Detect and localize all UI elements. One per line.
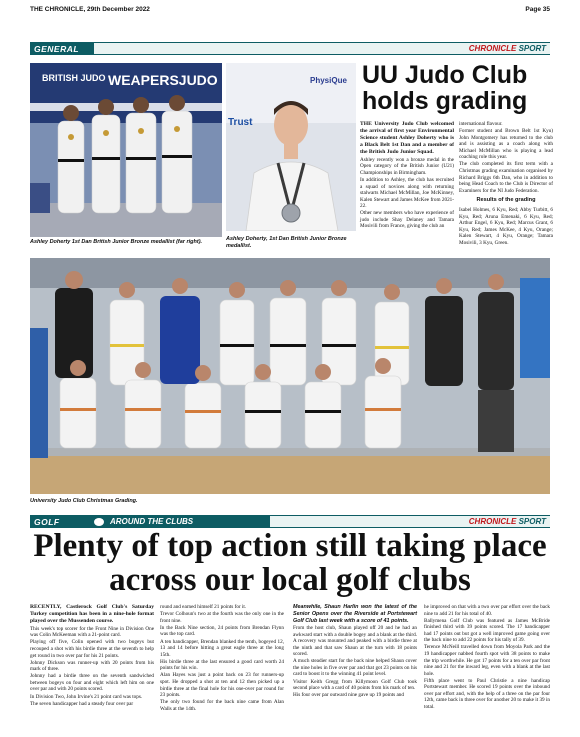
judo-headline: UU Judo Club holds grading	[362, 61, 528, 116]
paragraph: Other new members who have experience of judo include Shay Delaney and Tamara Mosivili from France, giving the club an	[360, 210, 454, 230]
sponsor-text: PhysiQue	[310, 76, 347, 85]
medallist-photo	[226, 63, 356, 231]
paragraph: The only two found for the back nine came from Alan Walls at the 14th.	[160, 699, 284, 712]
general-section-bar	[30, 42, 550, 55]
medallist-caption: Ashley Doherty, 1st Dan British Junior Bronze medallist.	[226, 236, 347, 249]
golf-column-3	[293, 604, 417, 699]
sponsor-text-2: Trust	[228, 117, 253, 128]
group-photo-art	[30, 258, 550, 494]
podium-photo	[30, 63, 222, 237]
golf-column-2	[160, 604, 284, 713]
golf-subhead: Meanwhile, Shaun Harlin won the latest of the Senior Opens over the Riverside at Portstewart Golf Club last week with a score of 41 points.	[293, 604, 417, 624]
paragraph: His birdie three at the last ensured a good card worth 24 points for his win.	[160, 658, 284, 672]
section-label: GOLF	[34, 517, 60, 527]
paragraph: round and earned himself 21 points for it.	[160, 604, 247, 610]
golf-column-1	[30, 604, 154, 708]
page-number: Page 35	[525, 6, 550, 13]
section-label: GENERAL	[34, 44, 80, 54]
golf-ball-icon	[94, 518, 104, 526]
paragraph: international flavour.	[459, 121, 503, 127]
podium-photo-art	[30, 63, 222, 237]
paragraph: In Division Two, John Irvine's 21 point card was tops.	[30, 693, 143, 700]
paragraph: In addition to Ashley, the club has recruited a squad of novices along with returning stalwarts Michael McMillan, Joe McKinney, Kalen Stewart and James McKee from 2021-22.	[360, 177, 454, 210]
medallist-photo-art	[226, 63, 356, 231]
paragraph: Trevor Colhoun's two at the fourth was the only one in the front nine.	[160, 611, 284, 624]
golf-column-4	[424, 604, 550, 711]
paragraph: In the Back Nine section, 24 points from Brendan Flynn was the top card.	[160, 624, 284, 638]
paragraph: The club completed its first term with a Christmas grading examination organised by Richard Briggs 6th Dan, who in addition to being Head Coach to the Club is Director of Examiners for the NI Judo Federation.	[459, 161, 553, 194]
paragraph: Johnny had a birdie three on the seventh sandwiched between bogeys on four and eight which left him on one over par and with 20 points scored.	[30, 673, 154, 693]
paragraph: This week's top scorer for the Front Nine in Division One was Colin McKeeman with a 21-point card.	[30, 625, 154, 639]
newspaper-date: THE CHRONICLE, 29th December 2022	[30, 6, 150, 13]
paragraph: A much steadier start for the back nine helped Shaun cover the nine holes in five over par and that got 23 points on his card to boost it to the winning 41 point level.	[293, 658, 417, 678]
judo-lead: THE University Judo Club welcomed the arrival of first year Environmental Science student Ashley Doherty who is a Black Belt 1st Dan and a member of the British Judo Junior Squad.	[360, 121, 454, 156]
golf-section-bar	[30, 515, 550, 528]
group-caption: University Judo Club Christmas Grading.	[30, 498, 138, 504]
paragraph: From the host club, Shaun played off 20 and he had an awkward start with a double bogey and a blank at the third. A recovery was mounted and peaked with a birdie three at the ninth and that saw Shaun at the turn with 18 points scored.	[293, 624, 417, 658]
paragraph: Visitor Keith Gregg from Killymoon Golf Club took second place with a card of 40 points from his mark of ten.	[293, 678, 417, 692]
chronicle-sport-logo: CHRONICLE SPORT	[468, 517, 546, 526]
paragraph: His four over par outward nine gave up 19 points and	[293, 692, 404, 699]
group-photo	[30, 258, 550, 494]
chronicle-sport-logo: CHRONICLE SPORT	[468, 44, 546, 53]
paragraph: A ten handicapper, Brendan blanked the tenth, bogeyed 12, 13 and 14 before hitting a great eagle three at the long 15th.	[160, 638, 284, 658]
golf-headline: Plenty of top action still taking place across our local golf clubs	[33, 528, 547, 598]
paragraph: Alan Hayes was just a point back on 23 for runners-up spot. He dropped a shot at ten and 12 then picked up a birdie three at the final hole for his one-over par round for 23 points.	[160, 672, 284, 699]
paragraph: Terence McNeill travelled down from Moyola Park and the 19 handicapper nabbed fourth spot with 38 points to make the trip worthwhile. He got 17 points for a ten over par front nine and 21 for the inward leg, even with a blank at the last hole.	[424, 644, 550, 677]
paragraph: Former student and Brown Belt 1st Kyu) John Montgomery has returned to the club and is assisting as a coach along with Michael McMillan who is playing a lead coaching role this year.	[459, 128, 553, 161]
judo-column-2	[459, 121, 553, 247]
paragraph: Fifth place went to Paul Christie a nine handicap Portstewart member. He scored 19 points over the inbound over par effort and, with the help of a three on the par four 12th, came back in three over for another 20 to make it 39 in total.	[424, 677, 550, 710]
paragraph: Ashley recently won a bronze medal in the Open category of the British Junior (U21) Championships in Birmingham.	[360, 156, 454, 176]
results-subhead: Results of the grading	[476, 197, 536, 204]
golf-lead: RECENTLY, Castlerock Golf Club's Saturday Turkey competition has been in a nine-hole format played over the Mussenden course.	[30, 604, 154, 625]
paragraph: The seven handicapper had a steady four over par	[30, 700, 134, 707]
podium-caption: Ashley Doherty 1st Dan British Junior Bronze medallist (far right).	[30, 239, 203, 245]
masthead	[30, 6, 550, 16]
results-list: Isabel Holmes, 6 Kyu, Red; Abby Turbitt, 6 Kyu, Red; Aruna Emenaki, 6 Kyu, Red; Arthur Engel, 6 Kyu, Red; Marcus Grant, 6 Kyu, Red; James McKee, 4 Kyu, Orange; Kalen Stewart, 4 Kyu, Orange; Tamara Mosivili, 3 Kyu, Green.	[459, 207, 553, 246]
judo-column-1	[360, 121, 454, 231]
banner-text-2: WEAPERSJUDO	[108, 72, 218, 88]
paragraph: Playing off five, Colin opened with two bogeys but recouped a shot with his birdie three at the seventh to help get round in two over par for his 21 points.	[30, 639, 154, 659]
section-sublabel: AROUND THE CLUBS	[110, 517, 194, 526]
paragraph: Ballymena Golf Club was featured as James McBride finished third with 39 points scored. The 17 handicapper had 17 points out but got a well improved game going over the back nine to add 22 points for his tally of 39.	[424, 617, 550, 644]
paragraph: he improved on that with a two over par effort over the back nine to add 21 for his total of 40.	[424, 604, 550, 617]
paragraph: Johnny Dickson was runner-up with 20 points from his mark of three.	[30, 659, 154, 673]
banner-text: BRITISH JUDO	[42, 73, 106, 83]
